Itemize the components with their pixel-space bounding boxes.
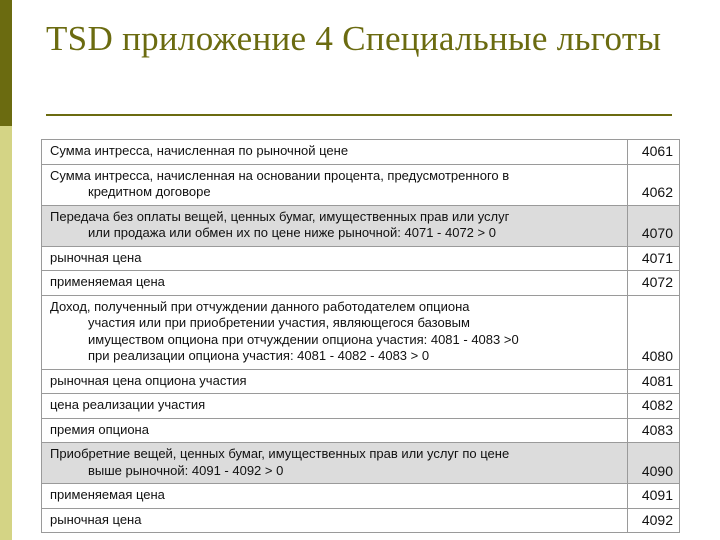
table-row <box>42 205 680 246</box>
table-row <box>42 484 680 509</box>
description-line: Приобретние вещей, ценных бумаг, имущественных прав или услуг по цене <box>50 446 510 461</box>
row-description <box>42 164 628 205</box>
row-code: 4062 <box>628 164 680 205</box>
table-row <box>42 443 680 484</box>
row-code: 4092 <box>628 508 680 533</box>
benefits-table-body <box>42 140 680 533</box>
description-continuation-line: имуществом опциона при отчуждении опциона участия: 4081 - 4083 >0 <box>88 331 519 347</box>
row-code: 4082 <box>628 394 680 419</box>
row-description <box>42 205 628 246</box>
row-description <box>42 369 628 394</box>
row-code: 4070 <box>628 205 680 246</box>
accent-bar-dark <box>0 0 12 126</box>
table-row <box>42 140 680 165</box>
description-line: применяемая цена <box>50 274 165 289</box>
row-code: 4081 <box>628 369 680 394</box>
row-code: 4071 <box>628 246 680 271</box>
description-line: цена реализации участия <box>50 397 206 412</box>
table-row <box>42 394 680 419</box>
description-line: рыночная цена <box>50 511 142 527</box>
description-line: рыночная цена опциона участия <box>50 372 247 388</box>
table-row <box>42 246 680 271</box>
description-continuation-line: кредитном договоре <box>88 184 211 199</box>
description-line: Передача без оплаты вещей, ценных бумаг, имущественных прав или услуг <box>50 208 510 224</box>
row-description <box>42 443 628 484</box>
table-row <box>42 369 680 394</box>
row-description <box>42 140 628 165</box>
row-description <box>42 508 628 533</box>
row-code: 4091 <box>628 484 680 509</box>
row-code: 4061 <box>628 140 680 165</box>
description-continuation-line: или продажа или обмен их по цене ниже рыночной: 4071 - 4072 > 0 <box>88 225 496 240</box>
row-code: 4083 <box>628 418 680 443</box>
row-code: 4080 <box>628 295 680 369</box>
table-row <box>42 295 680 369</box>
description-line: рыночная цена <box>50 249 142 265</box>
row-description <box>42 394 628 419</box>
description-continuation-line: участия или при приобретении участия, являющегося базовым <box>88 315 470 330</box>
table-row <box>42 418 680 443</box>
row-code: 4072 <box>628 271 680 296</box>
table-row <box>42 164 680 205</box>
row-description <box>42 484 628 509</box>
row-code: 4090 <box>628 443 680 484</box>
description-line: Сумма интресса, начисленная на основании процента, предусмотренного в <box>50 167 510 183</box>
slide-title: TSD приложение 4 Специальные льготы <box>46 19 662 58</box>
benefits-table <box>41 139 680 533</box>
description-line: премия опциона <box>50 421 149 437</box>
description-line: Доход, полученный при отчуждении данного работодателем опциона <box>50 298 470 314</box>
description-continuation-line: при реализации опциона участия: 4081 - 4082 - 4083 > 0 <box>88 348 430 363</box>
description-line: применяемая цена <box>50 487 165 502</box>
description-line: Сумма интресса, начисленная по рыночной цене <box>50 143 349 158</box>
row-description <box>42 271 628 296</box>
table-row <box>42 508 680 533</box>
description-continuation-line: выше рыночной: 4091 - 4092 > 0 <box>88 462 284 478</box>
row-description <box>42 418 628 443</box>
table-row <box>42 271 680 296</box>
title-underline <box>46 114 672 116</box>
row-description <box>42 246 628 271</box>
row-description <box>42 295 628 369</box>
accent-bar-light <box>0 126 12 540</box>
